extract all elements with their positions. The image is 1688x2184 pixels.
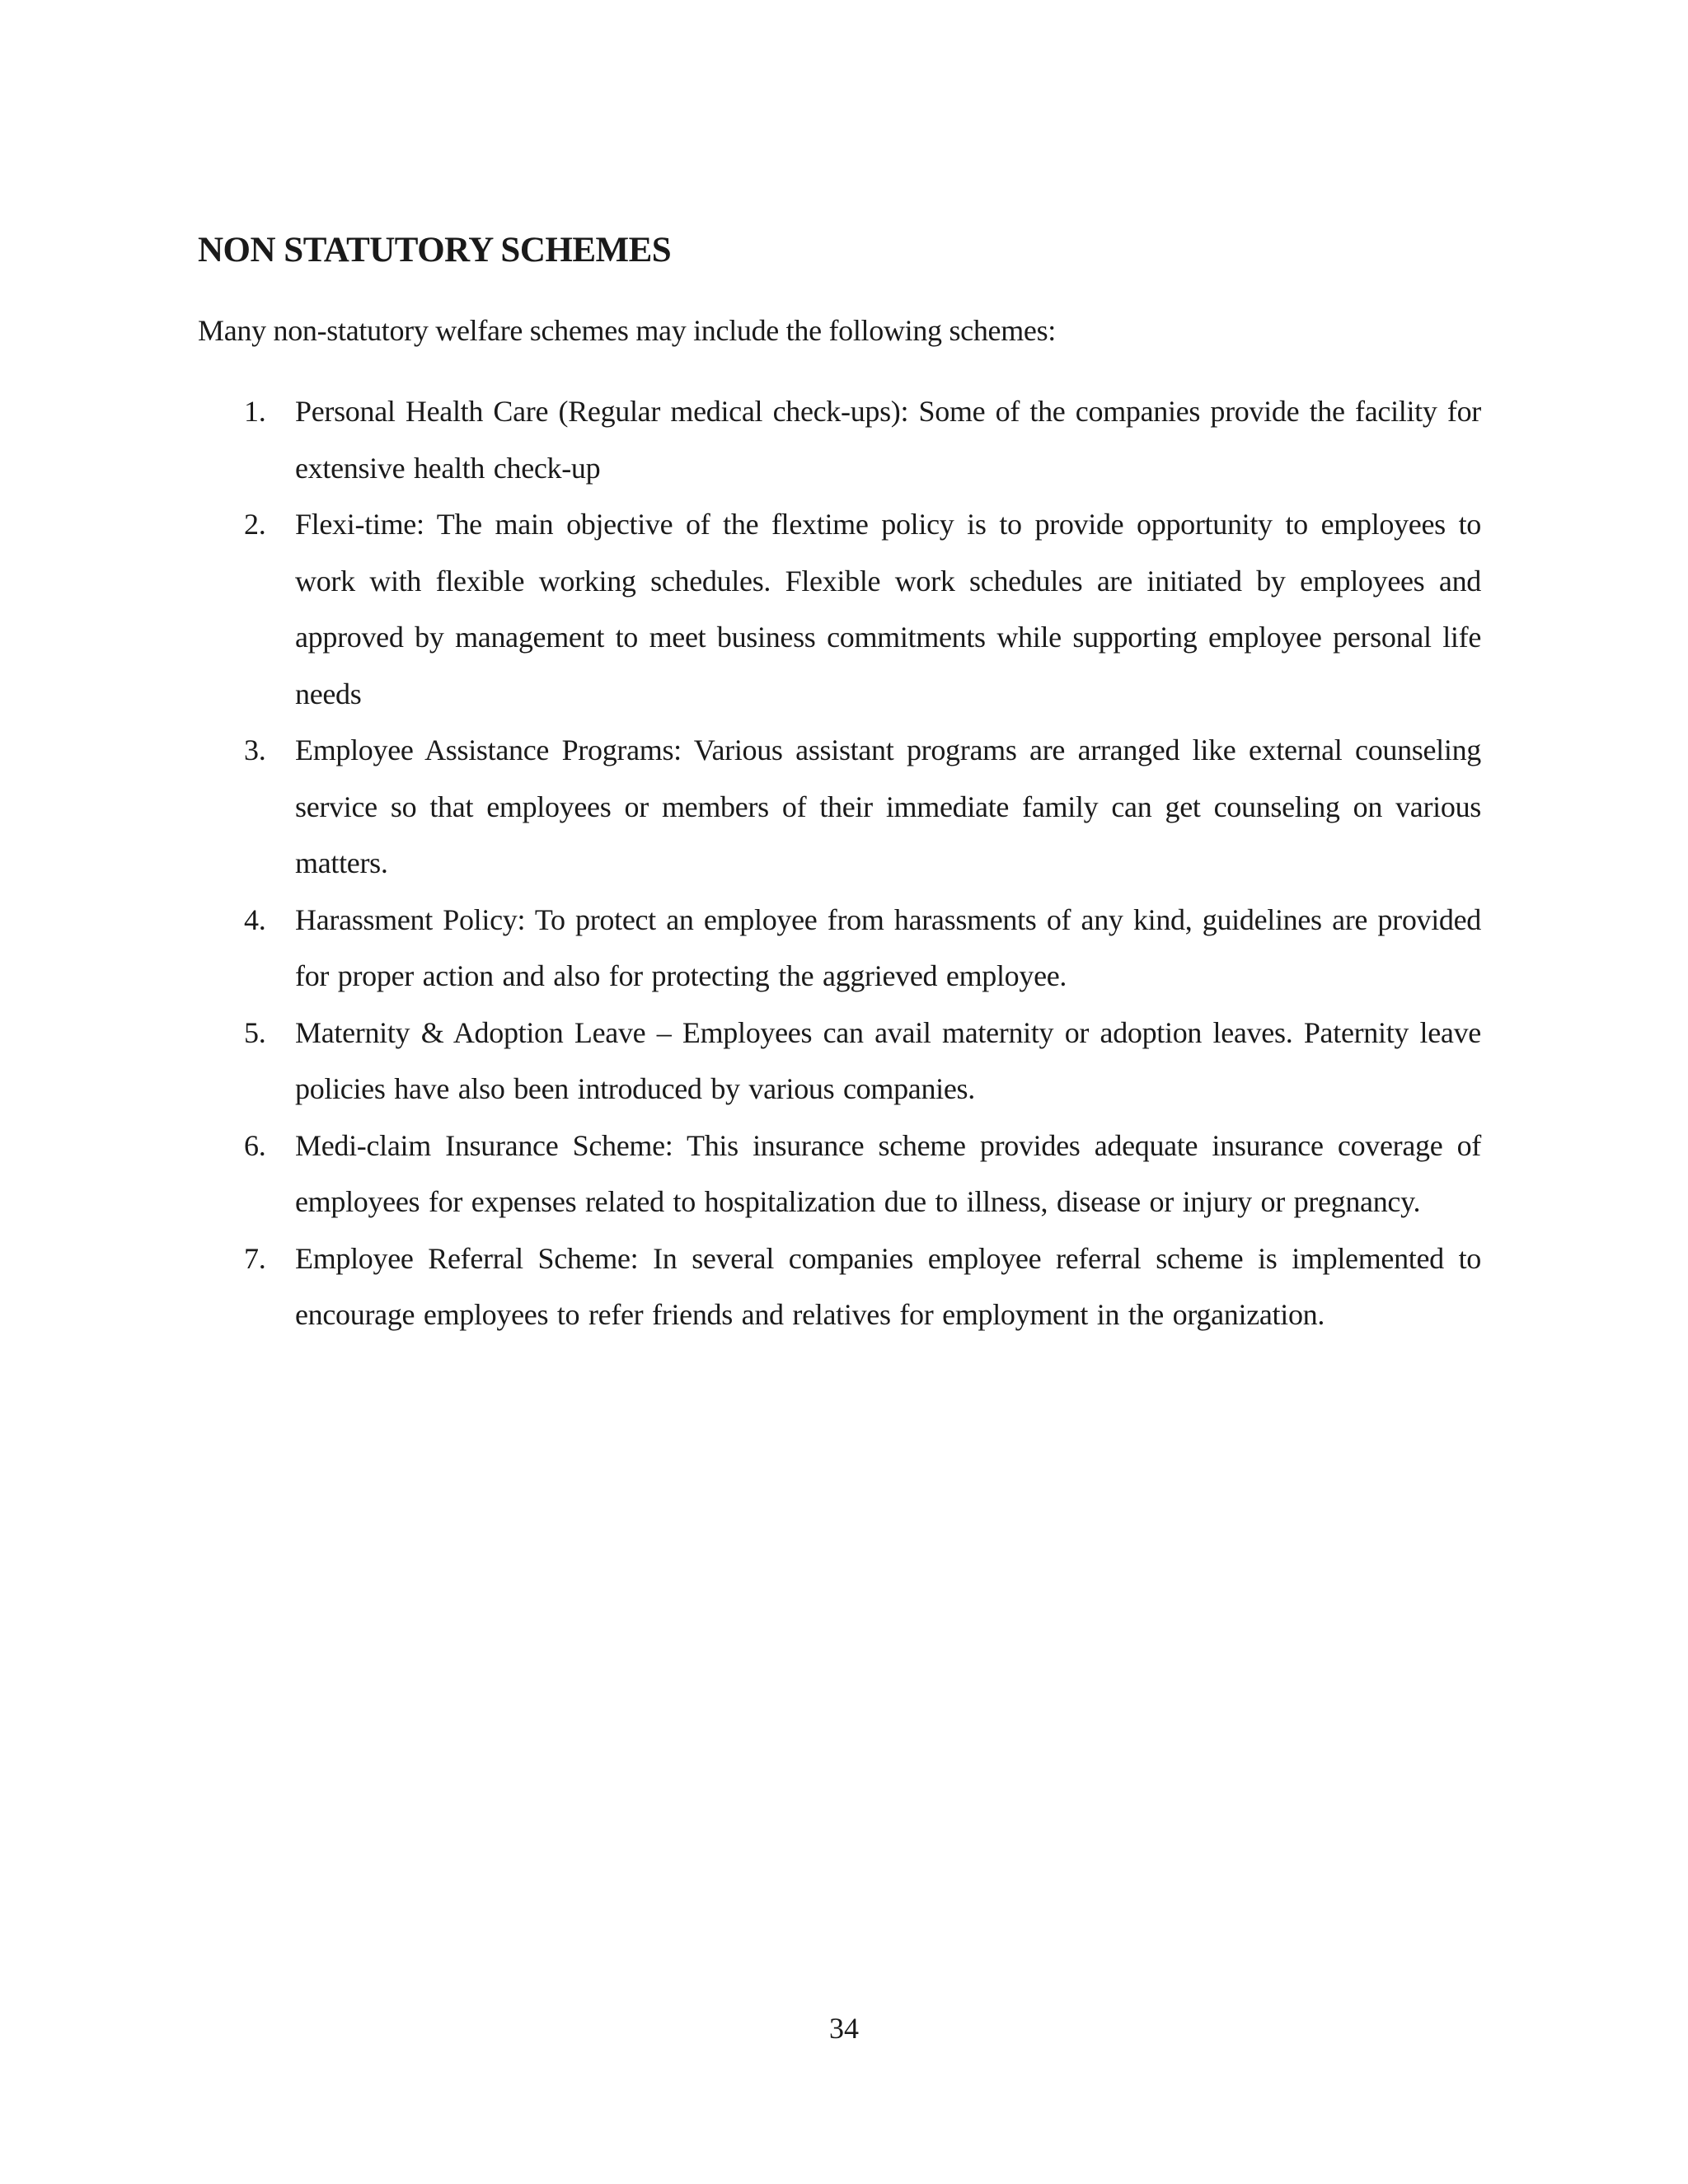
- list-item-number: 5.: [244, 1015, 266, 1049]
- list-item: [198, 496, 1481, 722]
- scheme-list: [198, 383, 1481, 1343]
- list-item: [198, 1005, 1481, 1118]
- list-item-number: 7.: [244, 1241, 266, 1275]
- page-number: 34: [829, 2012, 859, 2045]
- list-item: [198, 1118, 1481, 1230]
- list-item-number: 4.: [244, 902, 266, 936]
- list-item: [198, 1230, 1481, 1343]
- list-item-number: 3.: [244, 733, 266, 766]
- list-item-text: Harassment Policy: To protect an employee from harassments of any kind, guidelines are provided for proper action and also for protecting the aggrieved employee.: [295, 902, 1481, 992]
- list-item-number: 6.: [244, 1128, 266, 1162]
- list-item-text: Personal Health Care (Regular medical check-ups): Some of the companies provide the facility for extensive health check-up: [295, 395, 1481, 485]
- list-item-text: Flexi-time: The main objective of the flextime policy is to provide opportunity to employees to work with flexible working schedules. Flexible work schedules are initiated by employees and approved by management to meet business commitments while supporting employee personal life needs: [295, 508, 1481, 710]
- page-heading: NON STATUTORY SCHEMES: [198, 231, 672, 269]
- list-item: [198, 722, 1481, 892]
- list-item-text: Employee Assistance Programs: Various assistant programs are arranged like external counseling service so that employees or members of their immediate family can get counseling on various matters.: [295, 733, 1481, 879]
- list-item-text: Employee Referral Scheme: In several companies employee referral scheme is implemented to encourage employees to refer friends and relatives for employment in the organization.: [295, 1241, 1481, 1331]
- intro-paragraph: Many non-statutory welfare schemes may include the following schemes:: [198, 314, 1057, 347]
- list-item-number: 2.: [244, 508, 266, 541]
- list-item-text: Maternity & Adoption Leave – Employees can avail maternity or adoption leaves. Paternity leave policies have also been introduced by various companies.: [295, 1015, 1481, 1105]
- list-item-number: 1.: [244, 395, 266, 428]
- list-item: [198, 892, 1481, 1005]
- list-item: [198, 383, 1481, 496]
- list-item-text: Medi-claim Insurance Scheme: This insurance scheme provides adequate insurance coverage of employees for expenses related to hospitalization due to illness, disease or injury or pregnancy.: [295, 1128, 1481, 1218]
